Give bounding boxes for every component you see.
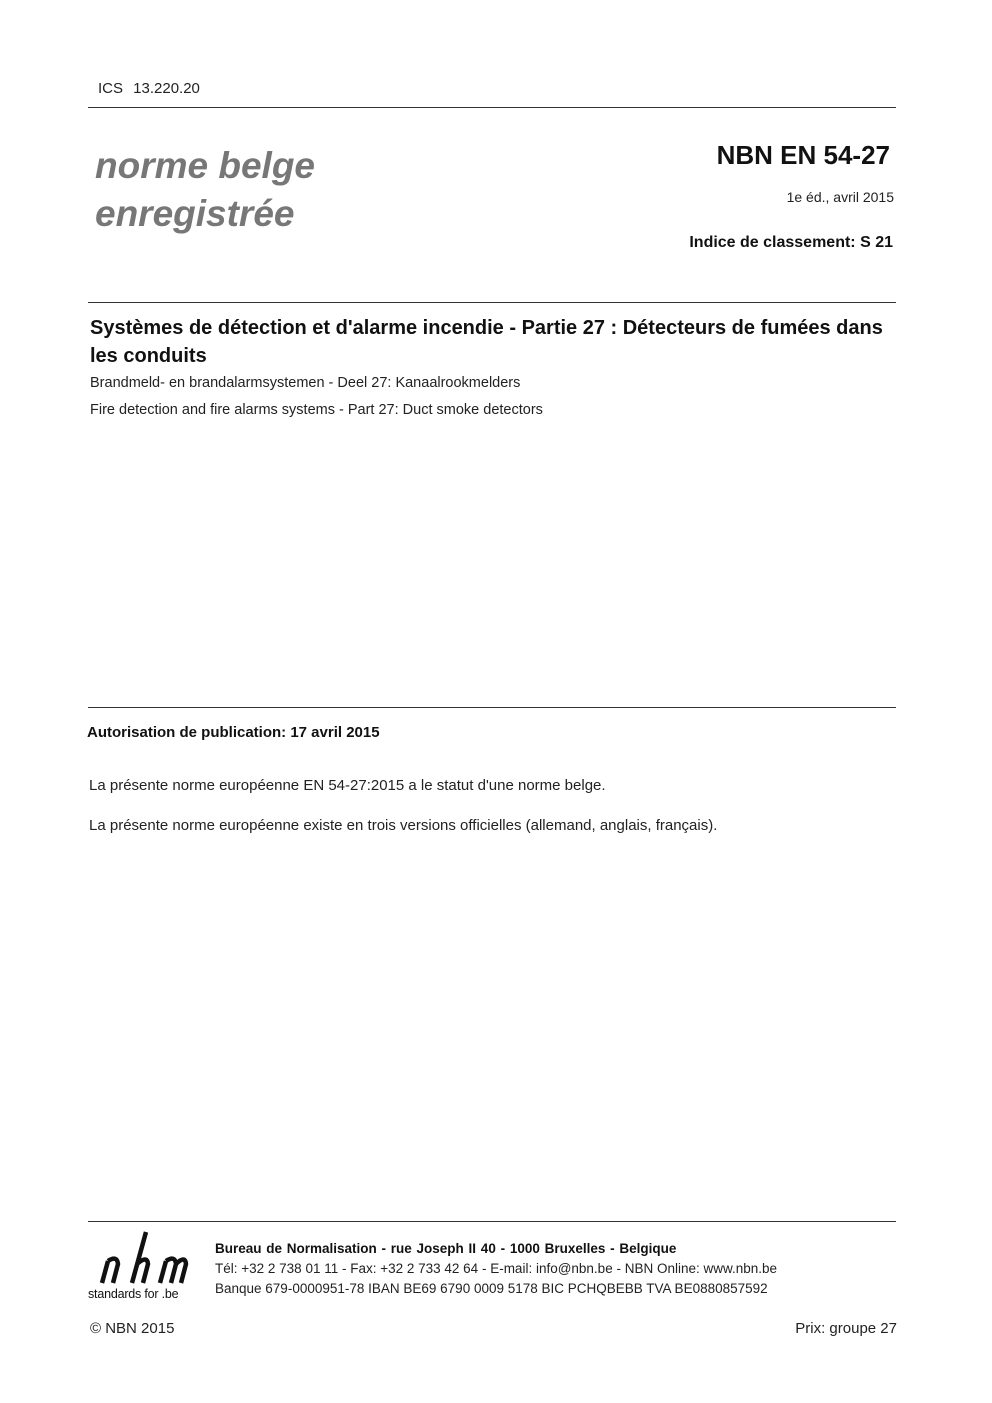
classification-index: Indice de classement: S 21 [689, 234, 893, 251]
standard-code: NBN EN 54-27 [716, 140, 890, 170]
header-divider [88, 107, 896, 108]
footer-address: Bureau de Normalisation - rue Joseph II 40 - 1000 Bruxelles - Belgique [215, 1241, 677, 1256]
footer-divider [88, 1221, 896, 1222]
copyright: © NBN 2015 [90, 1320, 175, 1337]
publication-authorisation: Autorisation de publication: 17 avril 2015 [87, 724, 380, 741]
norme-line-2: enregistrée [95, 193, 295, 234]
title-french: Systèmes de détection et d'alarme incendie - Partie 27 : Détecteurs de fumées dans les conduits [90, 317, 883, 367]
body-divider [88, 707, 896, 708]
norme-belge-heading [95, 142, 315, 238]
status-paragraph: La présente norme européenne EN 54-27:2015 a le statut d'une norme belge. [89, 777, 606, 794]
ics-code: ICS 13.220.20 [98, 80, 200, 97]
logo-tagline: standards for .be [88, 1287, 179, 1301]
title-dutch: Brandmeld- en brandalarmsystemen - Deel 27: Kanaalrookmelders [90, 375, 521, 391]
title-english: Fire detection and fire alarms systems - Part 27: Duct smoke detectors [90, 402, 543, 418]
title-divider [88, 302, 896, 303]
norme-line-1: norme belge [95, 145, 315, 186]
price-group: Prix: groupe 27 [795, 1320, 897, 1337]
footer-contact: Tél: +32 2 738 01 11 - Fax: +32 2 733 42 64 - E-mail: info@nbn.be - NBN Online: www.nbn.be [215, 1261, 778, 1276]
versions-paragraph: La présente norme européenne existe en trois versions officielles (allemand, anglais, français). [89, 817, 718, 834]
footer-banking: Banque 679-0000951-78 IBAN BE69 6790 0009 5178 BIC PCHQBEBB TVA BE0880857592 [215, 1281, 768, 1296]
edition-date: 1e éd., avril 2015 [786, 189, 894, 205]
